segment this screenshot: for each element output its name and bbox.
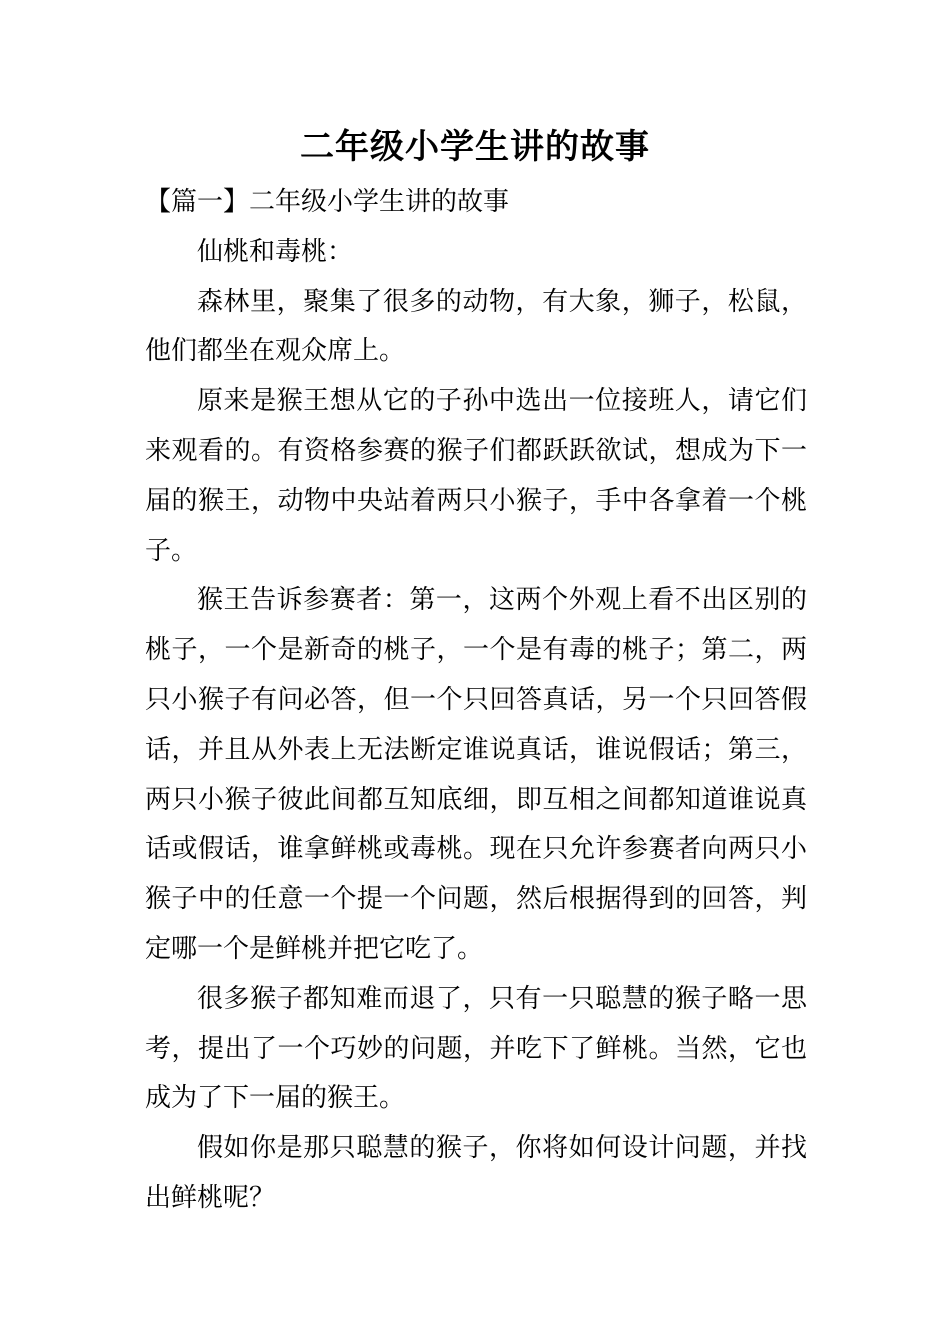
page-title: 二年级小学生讲的故事: [300, 127, 650, 167]
paragraph-4: 很多猴子都知难而退了，只有一只聪慧的猴子略一思考，提出了一个巧妙的问题，并吃下了鲜桃。当然，它也成为了下一届的猴王。: [145, 983, 807, 1114]
document-body: [145, 178, 807, 1224]
paragraph-5: 假如你是那只聪慧的猴子，你将如何设计问题，并找出鲜桃呢？: [145, 1133, 807, 1213]
paragraph-2: 原来是猴王想从它的子孙中选出一位接班人，请它们来观看的。有资格参赛的猴子们都跃跃欲试，想成为下一届的猴王，动物中央站着两只小猴子，手中各拿着一个桃子。: [145, 386, 807, 566]
section-heading: 【篇一】二年级小学生讲的故事: [145, 187, 510, 217]
paragraph-story-title: 仙桃和毒桃：: [197, 236, 354, 267]
paragraph-3: 猴王告诉参赛者：第一，这两个外观上看不出区别的桃子，一个是新奇的桃子，一个是有毒的桃子；第二，两只小猴子有问必答，但一个只回答真话，另一个只回答假话，并且从外表上无法断定谁说真话，谁说假话；第三，两只小猴子彼此间都互知底细，即互相之间都知道谁说真话或假话，谁拿鲜桃或毒桃。现在只允许参赛者向两只小猴子中的任意一个提一个问题，然后根据得到的回答，判定哪一个是鲜桃并把它吃了。: [145, 585, 807, 964]
paragraph-1: 森林里，聚集了很多的动物，有大象，狮子，松鼠，他们都坐在观众席上。: [145, 286, 807, 367]
